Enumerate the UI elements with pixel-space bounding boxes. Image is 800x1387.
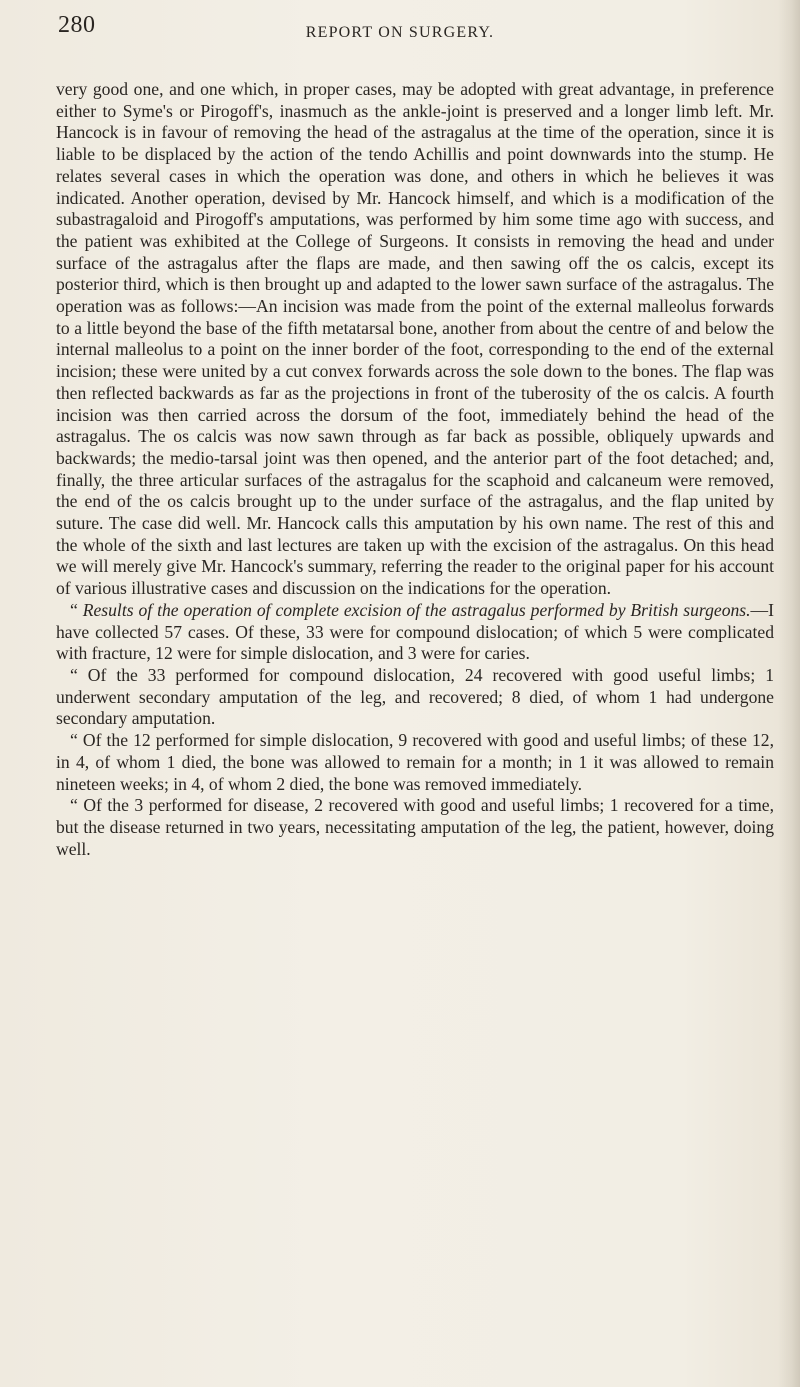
body-text — [56, 79, 774, 860]
paragraph-main: very good one, and one which, in proper cases, may be adopted with great advantage, in preference either to Syme's or Pirogoff's, inasmuch as the ankle-joint is preserved and a longer limb left. Mr. Hancock is in favour of removing the head of the astragalus at the time of the operation, since it is liable to be displaced by the action of the tendo Achillis and point downwards into the stump. He relates several cases in which the operation was done, and others in which he believes it was indicated. Another operation, devised by Mr. Hancock himself, and which is a modification of the subastragaloid and Pirogoff's amputations, was performed by him some time ago with success, and the patient was exhibited at the College of Surgeons. It consists in removing the head and under surface of the astragalus after the flaps are made, and then sawing off the os calcis, except its posterior third, which is then brought up and adapted to the lower sawn surface of the astragalus. The operation was as follows:—An incision was made from the point of the external malleolus forwards to a little beyond the base of the fifth metatarsal bone, another from about the centre of and below the internal malleolus to a point on the inner border of the foot, corresponding to the end of the external incision; these were united by a cut convex forwards across the sole down to the bones. The flap was then reflected backwards as far as the projections in front of the tuberosity of the os calcis. A fourth incision was then carried across the dorsum of the foot, immediately behind the head of the astragalus. The os calcis was now sawn through as far back as possible, obliquely upwards and backwards; the medio-tarsal joint was then opened, and the anterior part of the foot detached; and, finally, the three articular surfaces of the astragalus for the scaphoid and calcaneum were removed, the end of the os calcis brought up to the under surface of the astragalus, and the flap united by suture. The case did well. Mr. Hancock calls this amputation by his own name. The rest of this and the whole of the sixth and last lectures are taken up with the excision of the astragalus. On this head we will merely give Mr. Hancock's summary, referring the reader to the original paper for his account of various illustrative cases and discussion on the indications for the operation. — [56, 79, 774, 599]
quote-summary-text: —I have collected 57 cases. Of these, 33 were for compound dislocation; of which 5 were complicated with fracture, 12 were for simple dislocation, and 3 were for caries. — [56, 599, 774, 664]
quote-open-mark: “ — [70, 599, 78, 620]
quote-paragraph-compound: “ Of the 33 performed for compound dislocation, 24 recovered with good useful limbs; 1 underwent secondary amputation of the leg, and recovered; 8 died, of whom 1 had undergone secondary amputation. — [56, 664, 774, 729]
running-title: REPORT ON SURGERY. — [305, 24, 495, 41]
page-edge-shadow — [778, 0, 800, 1387]
quote-paragraph-disease: “ Of the 3 performed for disease, 2 recovered with good and useful limbs; 1 recovered for a time, but the disease returned in two years, necessitating amputation of the leg, the patient, however, doing well. — [56, 795, 774, 859]
quote-paragraph-simple: “ Of the 12 performed for simple dislocation, 9 recovered with good and useful limbs; of these 12, in 4, of whom 1 died, the bone was allowed to remain for a month; in 1 it was allowed to remain nineteen weeks; in 4, of whom 2 died, the bone was removed immediately. — [56, 730, 774, 794]
quote-heading-paragraph — [56, 600, 774, 665]
quote-italic-title: Results of the operation of complete excision of the astragalus performed by British surgeons. — [82, 599, 751, 620]
page-number: 280 — [58, 12, 96, 38]
